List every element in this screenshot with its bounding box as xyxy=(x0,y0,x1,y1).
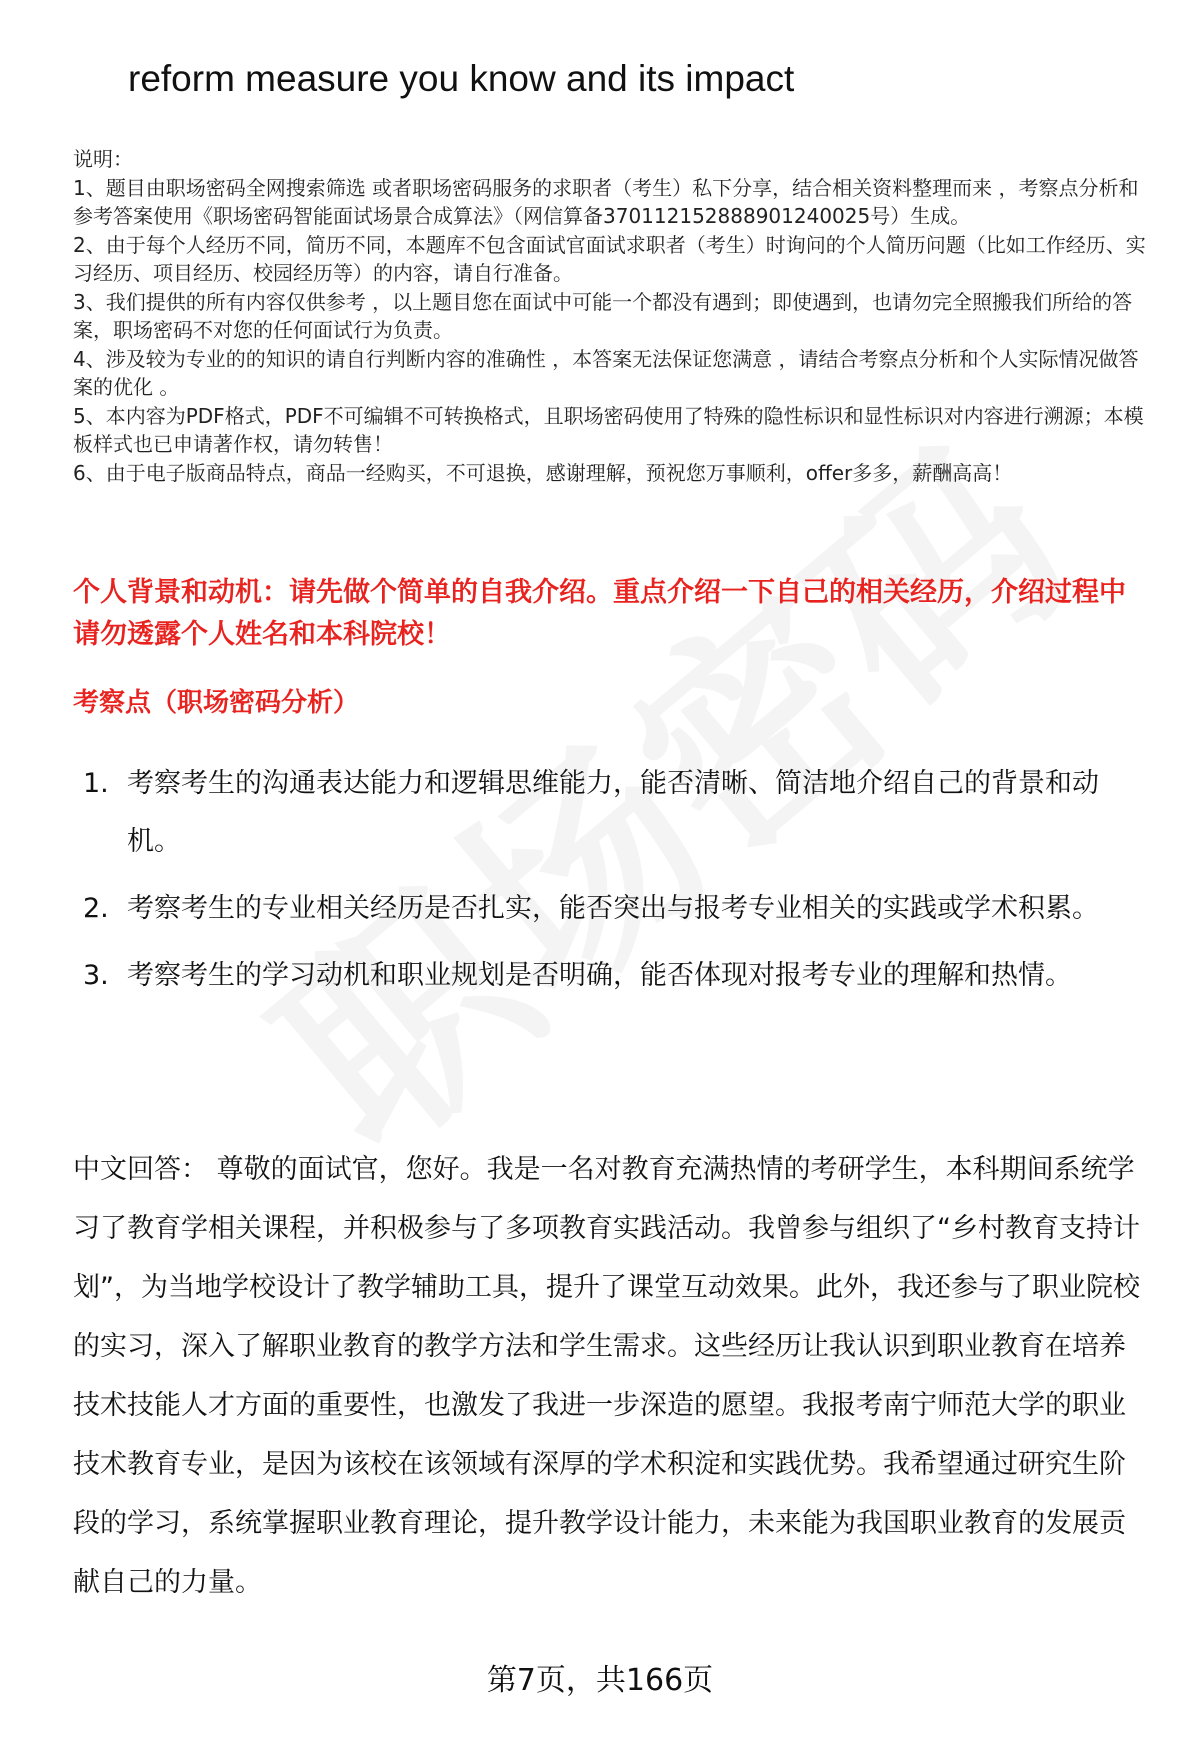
list-text: 考察考生的沟通表达能力和逻辑思维能力，能否清晰、简洁地介绍自己的背景和动机。 xyxy=(127,768,1099,857)
note-item: 4、涉及较为专业的的知识的请自行判断内容的准确性 ，本答案无法保证您满意 ，请结合考察点分析和个人实际情况做答案的优化 。 xyxy=(73,346,1139,399)
list-item xyxy=(83,755,1143,871)
list-number: 2. xyxy=(83,893,109,924)
notes-section xyxy=(73,145,1148,487)
list-number: 1. xyxy=(83,768,109,799)
list-item xyxy=(83,947,1143,1005)
list-item xyxy=(83,880,1143,938)
interview-question: 个人背景和动机：请先做个简单的自我介绍。重点介绍一下自己的相关经历，介绍过程中请勿透露个人姓名和本科院校！ xyxy=(73,577,1126,650)
list-text: 考察考生的专业相关经历是否扎实，能否突出与报考专业相关的实践或学术积累。 xyxy=(127,893,1099,924)
note-item: 5、本内容为PDF格式，PDF不可编辑不可转换格式，且职场密码使用了特殊的隐性标识和显性标识对内容进行溯源；本模板样式也已申请著作权，请勿转售！ xyxy=(73,403,1144,456)
page-number: 第7页，共166页 xyxy=(486,1663,714,1698)
note-item: 1、题目由职场密码全网搜索筛选 或者职场密码服务的求职者（考生）私下分享，结合相关资料整理而来 ，考察点分析和参考答案使用《职场密码智能面试场景合成算法》（网信算备370112152888901240025号）生成。 xyxy=(73,175,1139,228)
analysis-list xyxy=(83,755,1143,1014)
chinese-answer: 中文回答： 尊敬的面试官，您好。我是一名对教育充满热情的考研学生，本科期间系统学习了教育学相关课程，并积极参与了多项教育实践活动。我曾参与组织了“乡村教育支持计划”，为当地学校设计了教学辅助工具，提升了课堂互动效果。此外，我还参与了职业院校的实习，深入了解职业教育的教学方法和学生需求。这些经历让我认识到职业教育在培养技术技能人才方面的重要性，也激发了我进一步深造的愿望。我报考南宁师范大学的职业技术教育专业，是因为该校在该领域有深厚的学术积淀和实践优势。我希望通过研究生阶段的学习，系统掌握职业教育理论，提升教学设计能力，未来能为我国职业教育的发展贡献自己的力量。 xyxy=(73,1154,1140,1598)
list-number: 3. xyxy=(83,960,109,991)
analysis-heading: 考察点（职场密码分析） xyxy=(73,688,360,718)
list-text: 考察考生的学习动机和职业规划是否明确，能否体现对报考专业的理解和热情。 xyxy=(127,960,1072,991)
question-title-english: reform measure you know and its impact xyxy=(128,58,795,99)
note-item: 3、我们提供的所有内容仅供参考 ，以上题目您在面试中可能一个都没有遇到；即使遇到，也请勿完全照搬我们所给的答案，职场密码不对您的任何面试行为负责。 xyxy=(73,289,1133,342)
notes-heading: 说明： xyxy=(73,147,133,171)
note-item: 2、由于每个人经历不同，简历不同，本题库不包含面试官面试求职者（考生）时询问的个人简历问题（比如工作经历、实习经历、项目经历、校园经历等）的内容，请自行准备。 xyxy=(73,232,1146,285)
note-item: 6、由于电子版商品特点，商品一经购买，不可退换，感谢理解，预祝您万事顺利，offer多多，薪酬高高！ xyxy=(73,460,1013,485)
